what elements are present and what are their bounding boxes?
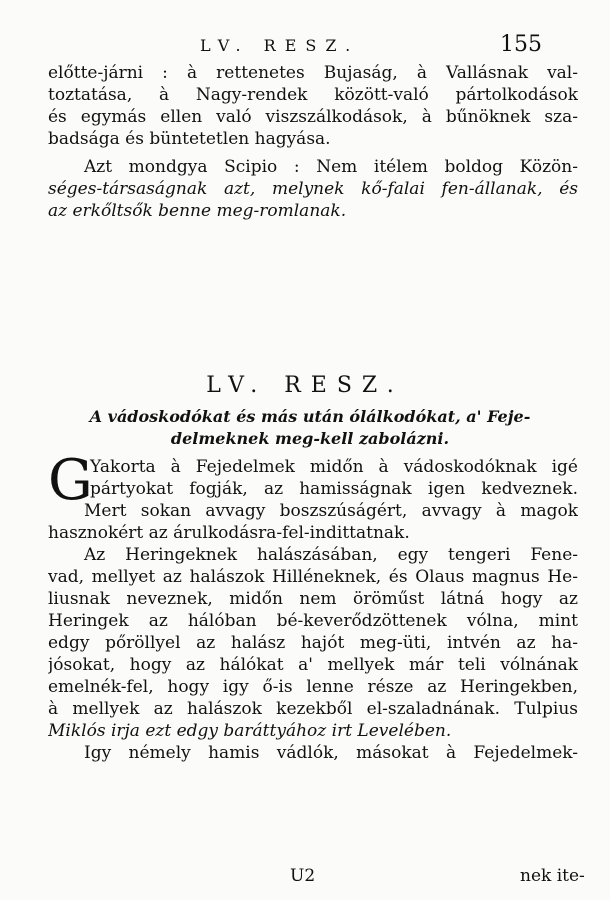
running-title: LV. RESZ.	[200, 36, 360, 55]
drop-cap: G	[48, 448, 93, 513]
text-line: Azt mondgya Scipio : Nem itélem boldog Közön-	[84, 157, 578, 177]
text-line: jósokat, hogy az hálókat a' mellyek már teli vólnának	[48, 655, 578, 675]
text-line: és egymás ellen való viszszálkodások, à bűnöknek sza-	[48, 107, 578, 127]
text-line: Igy némely hamis vádlók, másokat à Fejedelmek-	[84, 743, 578, 763]
scipio-quote-paragraph	[48, 156, 578, 222]
chapter-body	[48, 456, 578, 764]
text-line: toztatása, à Nagy-rendek között-való pártolkodások	[48, 85, 578, 105]
text-line: előtte-járni : à rettenetes Bujaság, à Vallásnak val-	[48, 63, 578, 83]
subtitle-line: delmeknek meg-kell zabolázni.	[170, 429, 450, 448]
text-line: séges-társaságnak azt, melynek kő-falai fen-állanak, és	[48, 179, 578, 199]
text-line: liusnak neveznek, midőn nem öröműst látná hogy az	[48, 589, 578, 609]
text-line: pártyokat fogják, az hamisságnak igen kedveznek.	[90, 479, 578, 499]
text-line: badsága és büntetetlen hagyása.	[48, 129, 331, 149]
text-line: à mellyek az halászok kezekből el-szaladnának. Tulpius	[48, 699, 578, 719]
chapter-subtitle	[70, 406, 550, 450]
running-header	[0, 32, 610, 58]
page-footer	[0, 866, 610, 890]
text-line: Miklós irja ezt edgy baráttyához irt Levelében.	[48, 721, 452, 741]
text-line: hasznokért az árulkodásra-fel-indittatnak.	[48, 523, 410, 543]
text-line: az erkőltsők benne meg-romlanak.	[48, 201, 347, 221]
text-line: Az Heringeknek halászásában, egy tengeri Fene-	[84, 545, 578, 565]
text-line: edgy pőröllyel az halász hajót meg-üti, intvén az ha-	[48, 633, 578, 653]
signature-mark: U2	[290, 866, 316, 886]
page-number: 155	[500, 32, 542, 57]
chapter-heading: LV. RESZ.	[206, 373, 404, 398]
paragraph-continuation	[48, 62, 578, 150]
subtitle-line: A vádoskodókat és más után ólálkodókat, a' Feje-	[89, 407, 531, 426]
text-line: vad, mellyet az halászok Hilléneknek, és Olaus magnus He-	[48, 567, 578, 587]
text-line: Mert sokan avvagy boszszúságért, avvagy à magok	[84, 501, 578, 521]
text-line: emelnék-fel, hogy igy ő-is lenne része az Heringekben,	[48, 677, 578, 697]
catchword: nek ite-	[520, 866, 585, 886]
text-line: Heringek az hálóban bé-keverődzöttenek vólna, mint	[48, 611, 578, 631]
text-line: Yakorta à Fejedelmek midőn à vádoskodóknak igé	[90, 457, 578, 477]
